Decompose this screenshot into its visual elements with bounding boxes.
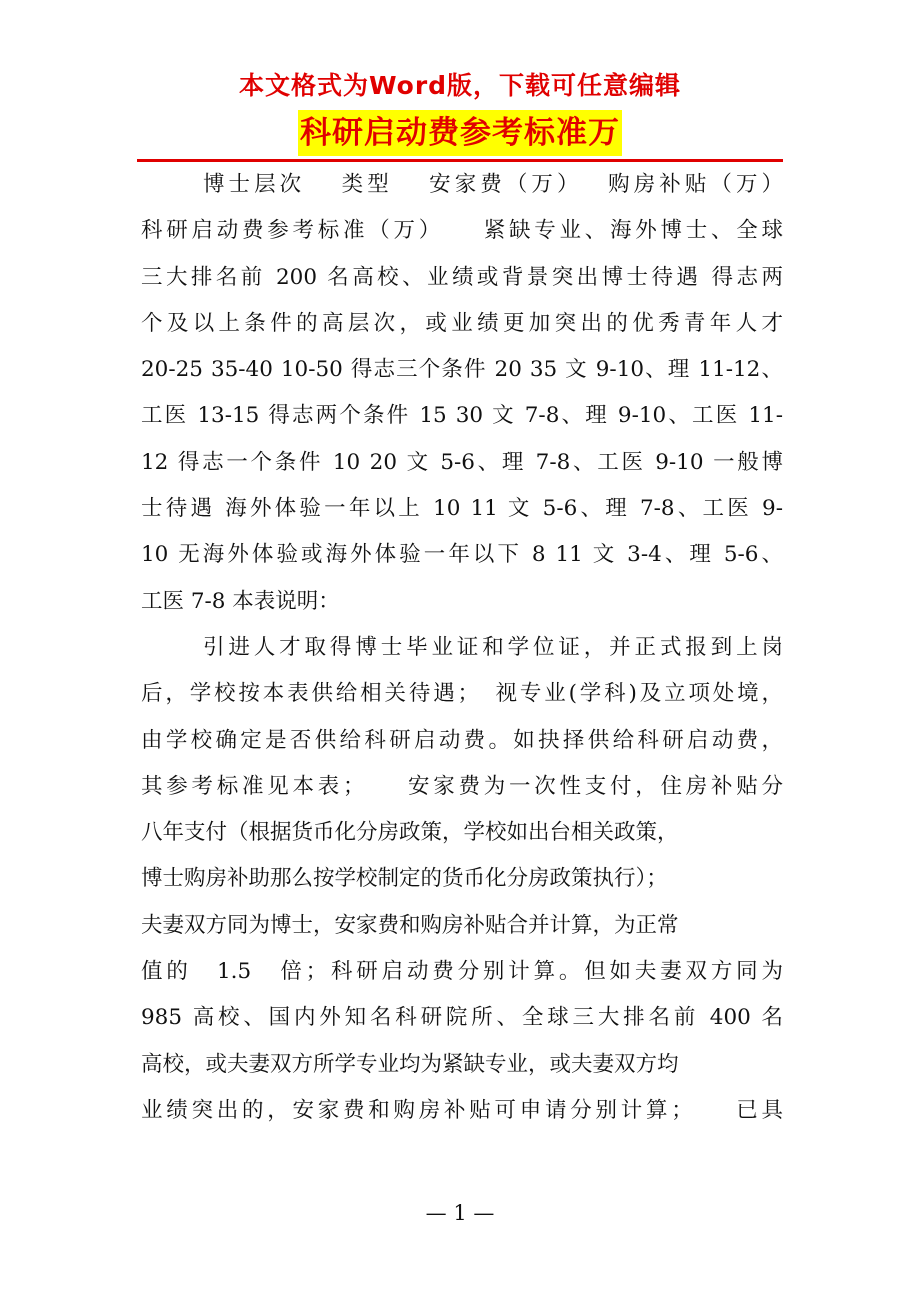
document-body — [141, 162, 783, 1134]
document-title: 科研启动费参考标准万 — [298, 110, 622, 156]
body-line: 工医 7-8 本表说明： — [141, 588, 340, 614]
body-line: 高校，或夫妻双方所学专业均为紧缺专业，或夫妻双方均 — [141, 1051, 679, 1077]
body-line: 其参考标准见本表； 安家费为一次性支付，住房补贴分 — [141, 773, 783, 799]
body-line: 士待遇 海外体验一年以上 10 11 文 5-6、理 7-8、工医 9- — [141, 496, 783, 522]
body-line: 科研启动费参考标准（万） 紧缺专业、海外博士、全球 — [141, 218, 783, 244]
page-number: — 1 — — [425, 1201, 495, 1225]
body-line: 业绩突出的，安家费和购房补贴可申请分别计算； 已具 — [141, 1097, 783, 1123]
body-line: 由学校确定是否供给科研启动费。如抉择供给科研启动费， — [141, 727, 783, 753]
body-line: 后，学校按本表供给相关待遇； 视专业(学科)及立项处境， — [141, 681, 783, 707]
body-line: 个及以上条件的高层次，或业绩更加突出的优秀青年人才 — [141, 310, 783, 336]
body-line: 12 得志一个条件 10 20 文 5-6、理 7-8、工医 9-10 一般博 — [141, 449, 783, 475]
body-line: 夫妻双方同为博士，安家费和购房补贴合并计算，为正常 — [141, 912, 679, 938]
format-notice-banner: 本文格式为Word版，下载可任意编辑 — [238, 71, 682, 100]
body-line: 10 无海外体验或海外体验一年以下 8 11 文 3-4、理 5-6、 — [141, 542, 783, 568]
body-line: 985 高校、国内外知名科研院所、全球三大排名前 400 名 — [141, 1005, 783, 1031]
body-line: 博士购房补助那么按学校制定的货币化分房政策执行）； — [141, 866, 668, 892]
body-line: 八年支付（根据货币化分房政策，学校如出台相关政策， — [141, 820, 679, 846]
body-line: 值的 1.5 倍；科研启动费分别计算。但如夫妻双方同为 — [141, 959, 783, 985]
body-line: 引进人才取得博士毕业证和学位证，并正式报到上岗 — [203, 634, 783, 660]
body-line: 三大排名前 200 名高校、业绩或背景突出博士待遇 得志两 — [141, 264, 783, 290]
body-line: 20-25 35-40 10-50 得志三个条件 20 35 文 9-10、理 11-12、 — [141, 357, 783, 383]
body-line: 博士层次 类型 安家费（万） 购房补贴（万） — [203, 172, 783, 197]
body-line: 工医 13-15 得志两个条件 15 30 文 7-8、理 9-10、工医 11- — [141, 403, 783, 429]
title-container — [0, 110, 920, 156]
